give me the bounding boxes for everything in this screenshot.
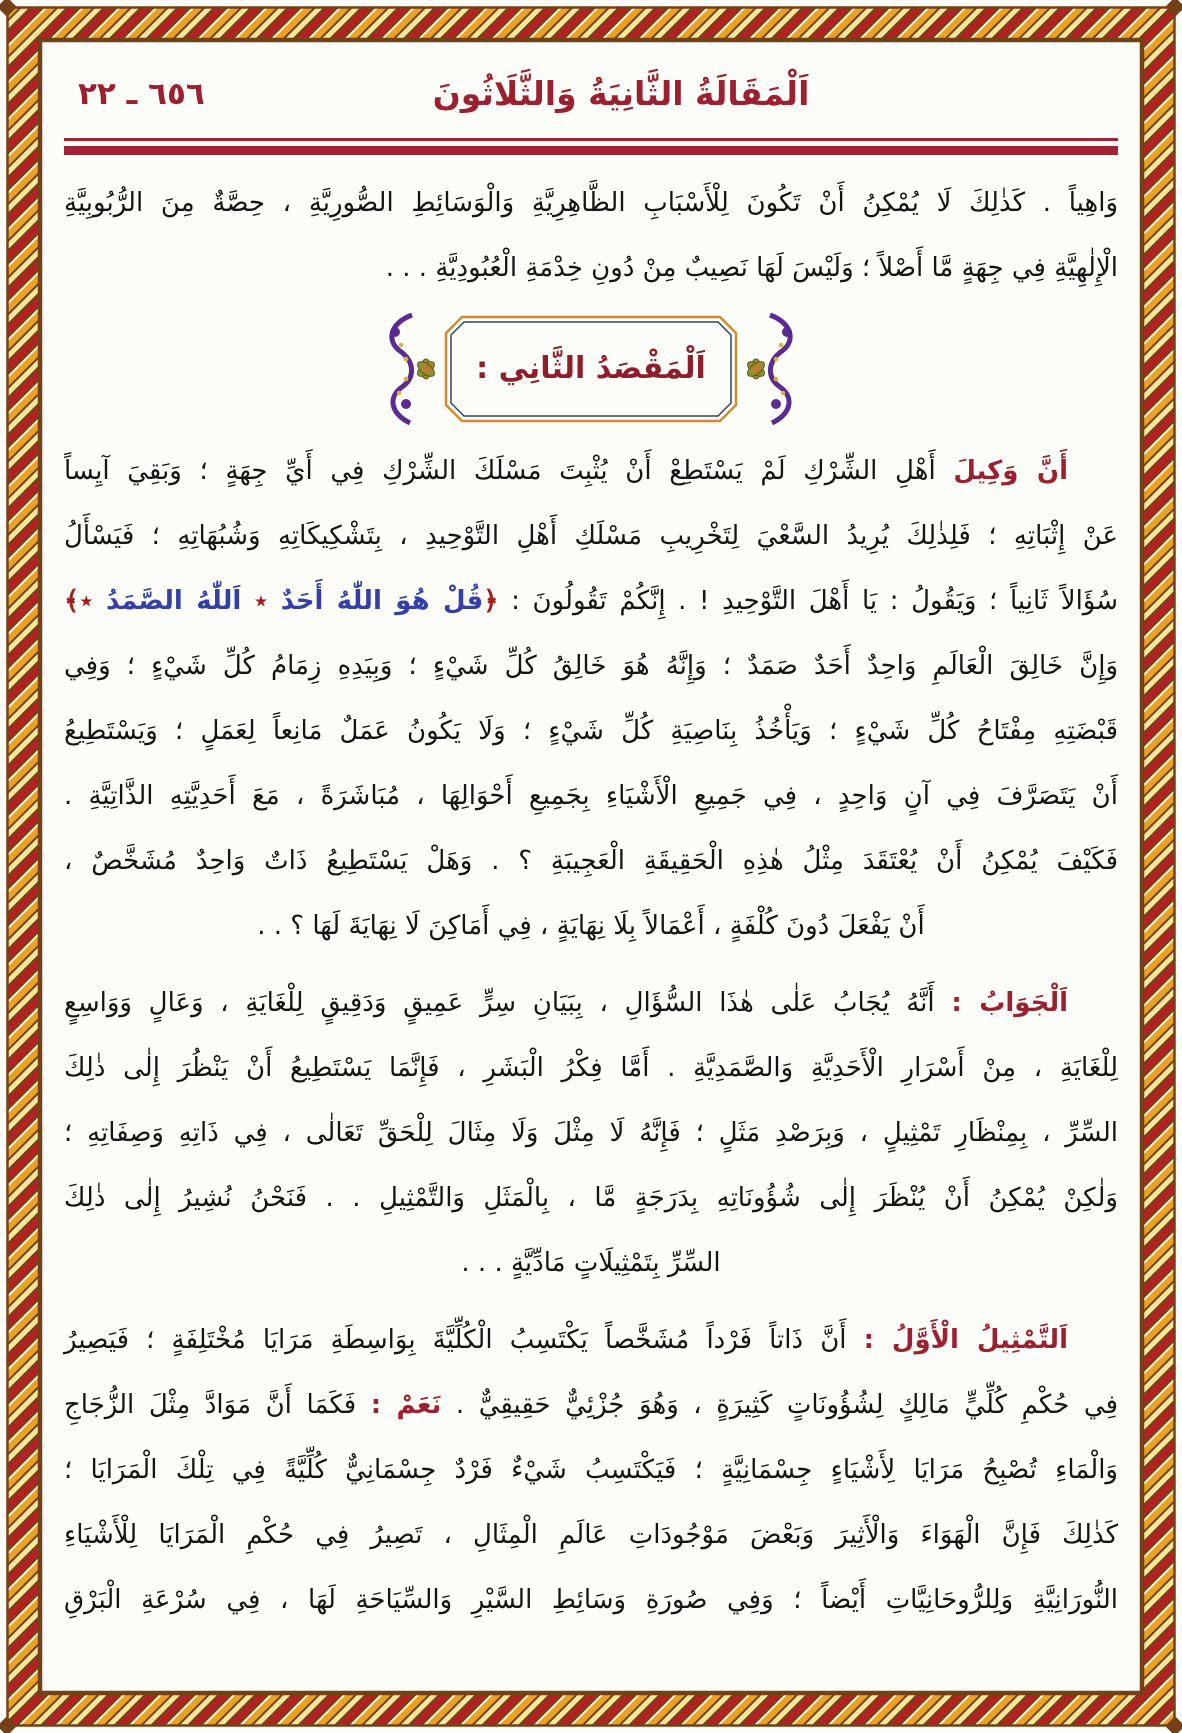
text-segment: أَهْلِ الشِّرْكِ لَمْ يَسْتَطِعْ أَنْ يُثْبِتَ مَسْلَكَ الشِّرْكِ فِي أَيِّ جِهَةٍ ؛ وَبَقِيَ آيِساً: [64, 456, 954, 486]
text-line: [64, 439, 1118, 504]
header-rule-thin-line: [64, 138, 1118, 141]
naam-label-red: نَعَمْ :: [370, 1390, 442, 1420]
paragraph-shirk-question: [64, 439, 1118, 959]
header-rule: [64, 138, 1118, 155]
lead-words-red: أَنَّ وَكِيلَ: [953, 456, 1068, 486]
page-content: [64, 58, 1118, 1633]
quran-bracket-close-icon: ﴾: [64, 586, 80, 616]
text-line: عَنْ إِثْبَاتِهِ ؛ فَلِذٰلِكَ يُرِيدُ السَّعْيَ لِتَخْرِيبِ مَسْلَكِ أَهْلِ التَّوْحِيدِ ، بِتَشْكِيكَاتِهِ وَشُبُهَاتِهِ ؛ فَيَسْأَلُ: [64, 521, 1118, 551]
text-segment: سُؤَالاً ثَانِياً ؛ وَيَقُولُ : يَا أَهْلَ التَّوْحِيدِ ! . إِنَّكُمْ تَقُولُونَ :: [498, 586, 1119, 616]
quran-verse-text: اَللّٰهُ الصَّمَدُ: [106, 586, 242, 616]
text-line: وَلٰكِنْ يُمْكِنُ أَنْ يُنْظَرَ إِلٰى شُؤُونَاتِهِ بِدَرَجَةٍ مَّا ، بِالْمَثَلِ وَالتَّمْثِيلِ . . فَنَحْنُ نُشِيرُ إِلٰى ذٰلِكَ: [64, 1183, 1118, 1213]
text-line: وَإِنَّ خَالِقَ الْعَالَمِ وَاحِدٌ أَحَدٌ صَمَدٌ ؛ وَإِنَّهُ هُوَ خَالِقُ كُلِّ شَيْءٍ ؛ وَبِيَدِهِ زِمَامُ كُلِّ شَيْءٍ ؛ وَفِي: [64, 651, 1118, 681]
text-line: السِّرِّ ، بِمِنْظَارِ تَمْثِيلٍ ، وَبِرَصْدِ مَثَلٍ ؛ فَإِنَّهُ لَا مِثْلَ وَلَا مِثَالَ لِلْحَقِّ تَعَالٰى ، فِي ذَاتِهِ وَصِفَاتِهِ ؛: [64, 1118, 1118, 1148]
header-rule-thick-line: [64, 146, 1118, 155]
ornament-flourish-right: [745, 315, 792, 423]
paragraph-continuation: [64, 171, 1118, 301]
ornament-flourish-left: [390, 315, 437, 423]
text-line: السِّرِّ بِتَمْثِيلَاتٍ مَادِّيَّةٍ . . .: [461, 1248, 721, 1278]
text-line: [64, 971, 1118, 1036]
text-line: أَنْ يَتَصَرَّفَ فِي آنٍ وَاحِدٍ ، فِي جَمِيعِ الْأَشْيَاءِ بِجَمِيعِ أَحْوَالِهَا ، مُبَاشَرَةً ، مَعَ أَحَدِيَّتِهِ الذَّاتِيَّةِ .: [64, 781, 1118, 811]
section-ornament: [368, 307, 814, 431]
verse-rosette-icon: ٭: [79, 586, 94, 616]
text-segment: أَنَّ ذَاتاً فَرْداً مُشَخَّصاً يَكْتَسِبُ الْكُلِّيَّةَ بِوَاسِطَةِ مَرَايَا مُخْتَلِفَةٍ ؛ فَيَصِيرُ: [64, 1325, 864, 1355]
quran-bracket-open-icon: ﴿: [483, 586, 499, 616]
text-segment: فَكَمَا أَنَّ مَوَادَّ مِثْلَ الزُّجَاجِ: [64, 1390, 371, 1420]
paragraph-answer: [64, 971, 1118, 1296]
text-line: وَاهِياً . كَذٰلِكَ لَا يُمْكِنُ أَنْ تَكُونَ لِلْأَسْبَابِ الظَّاهِرِيَّةِ وَالْوَسَائِطِ الصُّورِيَّةِ ، حِصَّةٌ مِنَ الرُّبُوبِيَّةِ: [64, 188, 1118, 218]
text-line: [64, 569, 1118, 634]
text-line: أَنْ يَفْعَلَ دُونَ كُلْفَةٍ ، أَعْمَالاً بِلَا نِهَايَةٍ ، فِي أَمَاكِنَ لَا نِهَايَةَ لَهَا ؟ . .: [257, 911, 925, 941]
text-line: النُّورَانِيَّةِ وَلِلرُّوحَانِيَّاتِ أَيْضاً ؛ وَفِي صُورَةِ وَسَائِطِ السَّيْرِ وَالسِّيَاحَةِ لَهَا ، فِي سُرْعَةِ الْبَرْقِ: [64, 1585, 1118, 1615]
answer-label-red: اَلْجَوَابُ :: [951, 988, 1068, 1018]
verse-rosette-icon: ٭: [253, 586, 269, 616]
page-header: [64, 58, 1118, 134]
page-number: ٦٥٦ ـ ٢٢: [78, 76, 205, 112]
text-segment: فِي حُكْمِ كُلِّيٍّ مَالِكٍ لِشُؤُونَاتٍ كَثِيرَةٍ ، وَهُوَ جُزْئِيٌّ حَقِيقِيٌّ .: [441, 1390, 1118, 1420]
quran-verse-text: قُلْ هُوَ اللّٰهُ أَحَدٌ: [280, 586, 484, 616]
analogy-label-red: اَلتَّمْثِيلُ الْأَوَّلُ :: [863, 1325, 1068, 1355]
text-line: [64, 1308, 1118, 1373]
paragraph-first-analogy: [64, 1308, 1118, 1633]
text-line: قَبْضَتِهِ مِفْتَاحُ كُلِّ شَيْءٍ ؛ وَيَأْخُذُ بِنَاصِيَةِ كُلِّ شَيْءٍ ؛ وَلَا يَكُونُ عَمَلٌ مَانِعاً لِعَمَلٍ ؛ وَيَسْتَطِيعُ: [64, 716, 1118, 746]
text-line: [64, 1373, 1118, 1438]
text-segment: أَنَّهُ يُجَابُ عَلٰى هٰذَا السُّؤَالِ ، بِبَيَانِ سِرٍّ عَمِيقٍ وَدَقِيقٍ لِلْغَايَةِ ، وَعَالٍ وَوَاسِعٍ: [64, 988, 952, 1018]
text-line: فَكَيْفَ يُمْكِنُ أَنْ يُعْتَقَدَ مِثْلُ هٰذِهِ الْحَقِيقَةِ الْعَجِيبَةِ ؟ . وَهَلْ يَسْتَطِيعُ ذَاتٌ وَاحِدٌ مُشَخَّصٌ ،: [64, 846, 1118, 876]
text-line: كَذٰلِكَ فَإِنَّ الْهَوَاءَ وَالْأَثِيرَ وَبَعْضَ مَوْجُودَاتِ عَالَمِ الْمِثَالِ ، تَصِيرُ فِي حُكْمِ الْمَرَايَا لِلْأَشْيَاءِ: [64, 1520, 1118, 1550]
text-line: الْإِلٰهِيَّةِ فِي جِهَةٍ مَّا أَصْلاً ؛ وَلَيْسَ لَهَا نَصِيبٌ مِنْ دُونِ خِدْمَةِ الْعُبُودِيَّةِ . . .: [385, 253, 1118, 283]
section-title: اَلْمَقْصَدُ الثَّانِي :: [476, 351, 706, 386]
text-line: لِلْغَايَةِ ، مِنْ أَسْرَارِ الْأَحَدِيَّةِ وَالصَّمَدِيَّةِ . أَمَّا فِكْرُ الْبَشَرِ ، فَإِنَّمَا يَسْتَطِيعُ أَنْ يَنْظُرَ إِلٰى ذٰلِكَ: [64, 1053, 1118, 1083]
text-line: وَالْمَاءِ تُصْبِحُ مَرَايَا لِأَشْيَاءٍ جِسْمَانِيَّةٍ ؛ فَيَكْتَسِبُ شَيْءٌ فَرْدٌ جِسْمَانِيٌّ كُلِّيَّةً فِي تِلْكَ الْمَرَايَا ؛: [64, 1455, 1118, 1485]
chapter-title: اَلْمَقَالَةُ الثَّانِيَةُ وَالثَّلَاثُونَ: [432, 74, 810, 113]
